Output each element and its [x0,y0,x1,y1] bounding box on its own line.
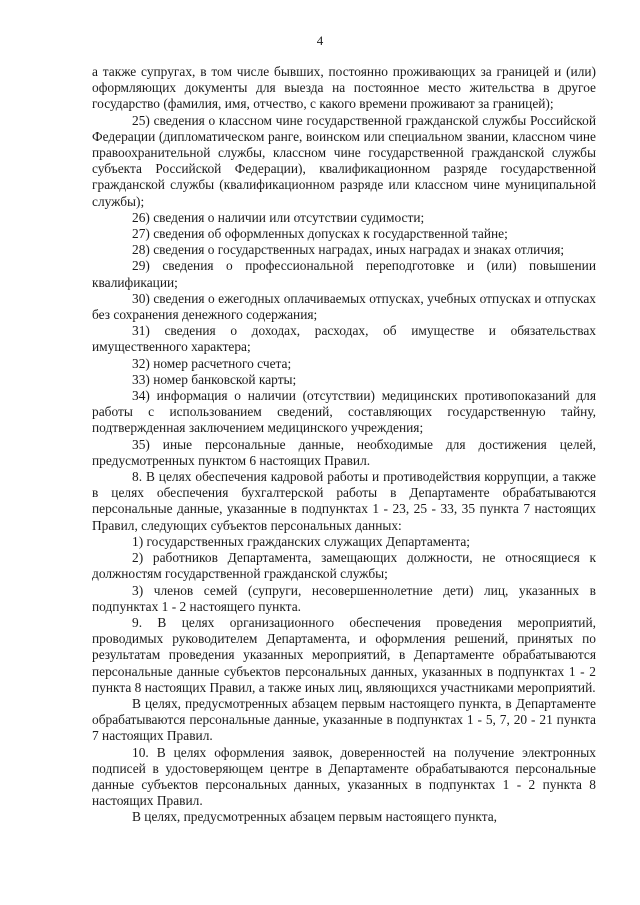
paragraph-section-10-purpose: В целях, предусмотренных абзацем первым настоящего пункта, [132,809,498,825]
paragraph-item-31: 31) сведения о доходах, расходах, об имуществе и обязательствах имущественного характера; [92,323,596,355]
document-body [92,64,596,826]
paragraph-section-8: 8. В целях обеспечения кадровой работы и противодействия коррупции, а также в целях обеспечения бухгалтерской работы в Департаменте обрабатываются персональные данные, указанные в подпунктах 1 - 23, 25 - 33, 35 пункта 7 настоящих Правил, следующих субъектов персональных данных: [92,469,596,533]
paragraph-item-30: 30) сведения о ежегодных оплачиваемых отпусках, учебных отпусках и отпусках без сохранения денежного содержания; [92,290,596,323]
paragraph-item-28: 28) сведения о государственных наградах, иных наградах и знаках отличия; [132,242,565,258]
paragraph-item-34: 34) информация о наличии (отсутствии) медицинских противопоказаний для работы с использованием сведений, составляющих государственную тайну, подтвержденная заключением медицинского учреждения; [92,388,596,436]
page-number: 4 [316,33,324,48]
paragraph-continuation: а также супругах, в том числе бывших, постоянно проживающих за границей и (или) оформляющих документы для выезда на постоянное место жительства в другое государство (фамилия, имя, отчество, с какого времени проживают за границей); [92,64,596,112]
paragraph-section-8-item-3: 3) членов семей (супруги, несовершеннолетние дети) лиц, указанных в подпунктах 1 - 2 настоящего пункта. [92,582,596,614]
paragraph-section-9: 9. В целях организационного обеспечения проведения мероприятий, проводимых руководителем Департамента, и оформления решений, принятых по результатам проведения указанных мероприятий, в Департаменте обрабатываются персональные данные субъектов персональных данных, указанных в подпунктах 1 - 2 пункта 8 настоящих Правил, а также иных лиц, являющихся участниками мероприятий. [92,614,596,695]
paragraph-item-26: 26) сведения о наличии или отсутствии судимости; [132,209,425,225]
paragraph-item-27: 27) сведения об оформленных допусках к государственной тайне; [132,226,508,242]
paragraph-item-35: 35) иные персональные данные, необходимые для достижения целей, предусмотренных пунктом 6 настоящих Правил. [92,436,596,468]
paragraph-item-29: 29) сведения о профессиональной переподготовке и (или) повышении квалификации; [92,258,596,290]
paragraph-item-33: 33) номер банковской карты; [132,371,297,387]
paragraph-item-25: 25) сведения о классном чине государственной гражданской службы Российской Федерации (дипломатическом ранге, воинском или специальном звании, классном чине правоохранительной службы, классном чине государственной гражданской службы субъекта Российской Федерации), квалификационном разряде государственной гражданской службы (квалификационном разряде или классном чине муниципальной службы); [92,112,596,209]
paragraph-section-8-item-1: 1) государственных гражданских служащих Департамента; [132,533,471,549]
paragraph-section-9-purpose: В целях, предусмотренных абзацем первым настоящего пункта, в Департаменте обрабатываются персональные данные, указанные в подпунктах 1 - 5, 7, 20 - 21 пункта 7 настоящих Правил. [92,695,596,744]
paragraph-section-8-item-2: 2) работников Департамента, замещающих должности, не относящиеся к должностям государственной гражданской службы; [92,550,596,582]
paragraph-section-10: 10. В целях оформления заявок, доверенностей на получение электронных подписей в удостоверяющем центре в Департаменте обрабатываются персональные данные субъектов персональных данных, указанных в подпунктах 1 - 2 пункта 8 настоящих Правил. [92,744,596,809]
paragraph-item-32: 32) номер расчетного счета; [132,355,292,371]
